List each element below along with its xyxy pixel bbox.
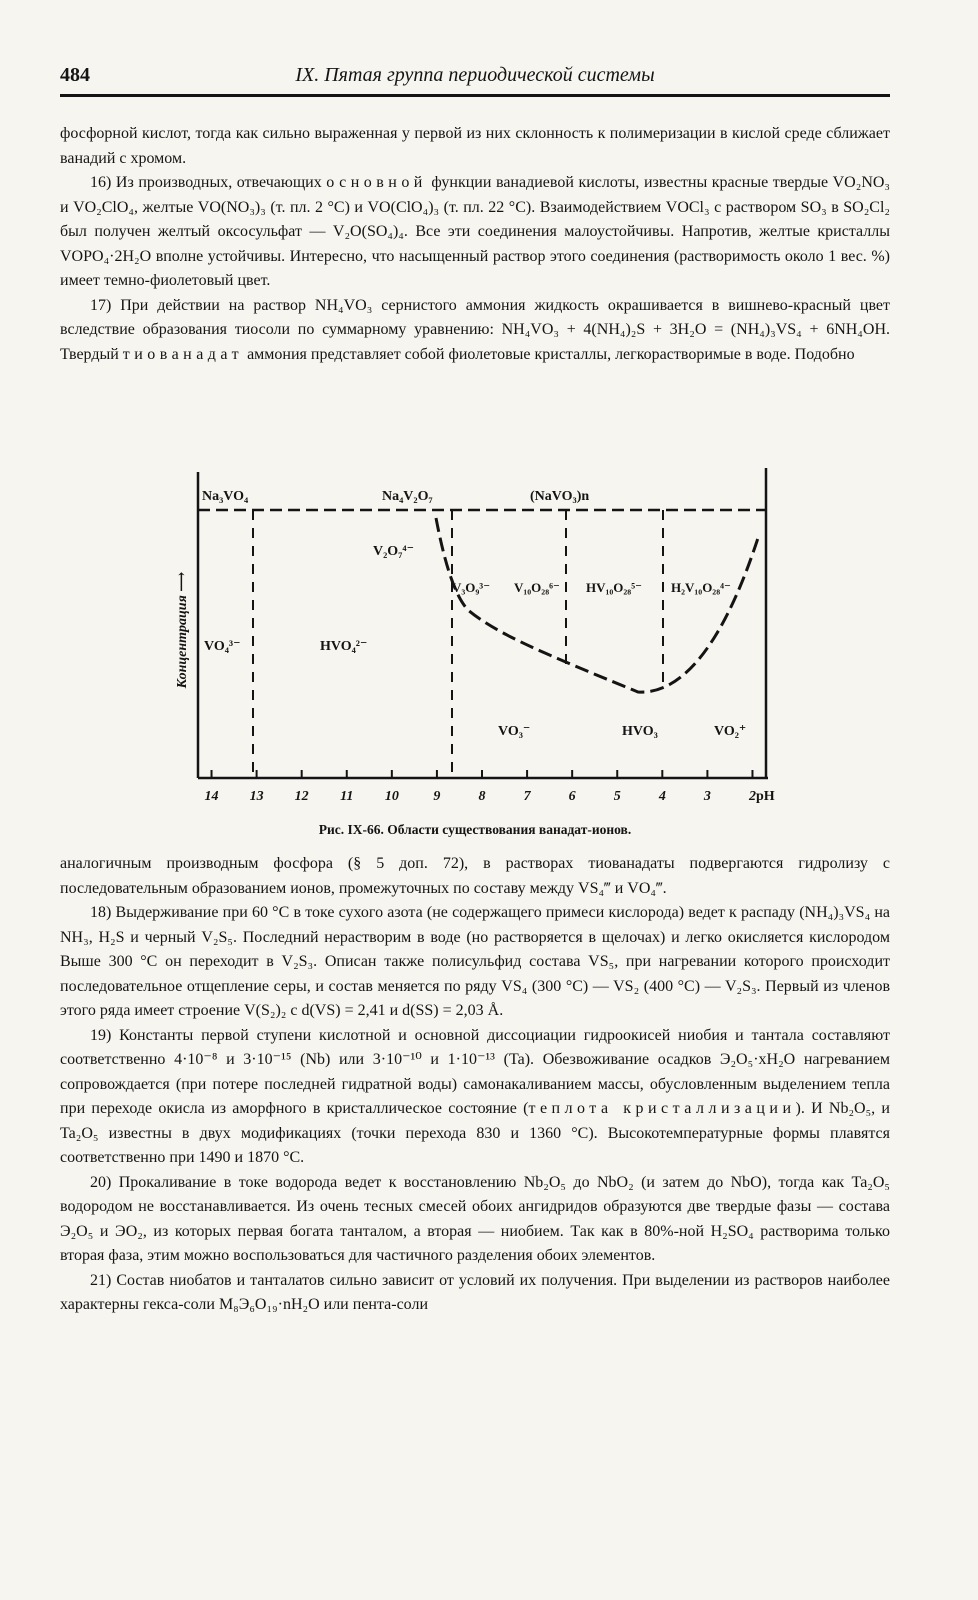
text-bottom <box>60 852 890 1318</box>
paragraph-19-start: 19) Константы первой ступени кислотной и основной диссоциации гидроокисей ниобия и тантала составляют соответственно 4·10⁻⁸ и 3·10⁻¹⁵ (Nb) или 3·10⁻¹⁰ и 1·10⁻¹³ (Ta). Обезвоживание осадков Э₂О₅·xH₂O нагреванием сопровождается (при потере последней гидратной воды) самонакаливанием массы, обусловленным выделением тепла при переходе окисла из аморфного в кристаллическое состояние ( <box>60 1026 890 1117</box>
ph-tick-label-9: 9 <box>433 789 441 804</box>
ph-tick-label-14: 14 <box>204 789 219 804</box>
paragraph-17-rest: аммония представляет собой фиолетовые кристаллы, легкорастворимые в воде. Подобно <box>247 345 855 363</box>
paragraph-17 <box>60 294 890 368</box>
label-v10o28: V₁₀O₂₈⁶⁻ <box>514 580 560 595</box>
ph-tick-label-3: 3 <box>703 789 711 804</box>
ph-tick-label-12: 12 <box>294 789 309 804</box>
paragraph-20: 20) Прокаливание в токе водорода ведет к восстановлению Nb₂O₅ до NbO₂ (и затем до NbO), тогда как Ta₂O₅ водородом не восстанавливается. Из очень тесных смесей обоих ангидридов образуются две твердые фазы — состава Э₂О₅ и ЭО₂, из которых первая богата танталом, а вторая — ниобием. Так как в 80%-ной H₂SO₄ растворима только вторая фаза, этим можно воспользоваться для частичного разделения обоих элементов. <box>60 1173 890 1264</box>
spaced-phrase-heat: теплота кристаллизации <box>528 1100 796 1117</box>
label-vo2: VO₂⁺ <box>714 724 747 739</box>
ph-tick-label-2: 2 <box>748 789 756 804</box>
label-na4v2o7: Na₄V₂O₇ <box>382 489 433 504</box>
page-number: 484 <box>60 64 90 86</box>
ph-tick-label-8: 8 <box>478 789 486 804</box>
paragraph-17-continued: аналогичным производным фосфора (§ 5 доп. 72), в растворах тиованадаты подвергаются гидролизу с последовательным образованием ионов, промежуточных по составу между VS₄‴ и VO₄‴. <box>60 855 890 897</box>
running-head: IX. Пятая группа периодической системы <box>295 64 655 86</box>
spaced-word-tiovanadat: тиованадат <box>122 345 244 363</box>
ph-tick-label-7: 7 <box>523 789 531 804</box>
ph-tick-label-13: 13 <box>249 789 264 804</box>
label-hv10o28: HV₁₀O₂₈⁵⁻ <box>586 580 642 595</box>
y-axis-label: Концентрация ⟶ <box>175 571 190 689</box>
ph-tick-label-6: 6 <box>568 789 576 804</box>
paragraph-18: 18) Выдерживание при 60 °С в токе сухого азота (не содержащего примеси кислорода) ведет к распаду (NH₄)₃VS₄ на NH₃, H₂S и черный V₂S₅. Последний нерастворим в воде (но растворяется в щелочах) и легко окисляется кислородом Выше 300 °С он переходит в V₂S₃. Описан также полисульфид состава VS₅, при нагревании которого происходит последовательное отщепление серы, и состав меняется по ряду VS₄ (300 °С) — VS₂ (400 °С) — V₂S₃. Первый из членов этого ряда имеет строение V(S₂)₂ с d(VS) = 2,41 и d(SS) = 2,03 Å. <box>60 904 890 1019</box>
paragraph-21: 21) Состав ниобатов и танталатов сильно зависит от условий их получения. При выделении из растворов наиболее характерны гекса-соли M₈Э₆O₁₉·nH₂O или пента-соли <box>60 1271 890 1313</box>
paragraph-16 <box>60 171 890 294</box>
label-vo3: VO₃⁻ <box>498 724 531 739</box>
label-v2o7: V₂O₇⁴⁻ <box>373 544 414 559</box>
paragraph-16-rest: функции ванадиевой кислоты, известны красные твердые VO₂NO₃ и VO₂ClO₄, желтые VO(NO₃)₃ (т. пл. 2 °С) и VO(ClO₄)₃ (т. пл. 22 °С). Взаимодействием VOCl₃ с раствором SO₃ в SO₂Cl₂ был получен желтый оксосульфат — V₂O(SO₄)₄. Все эти соединения малоустойчивы. Напротив, желтые кристаллы VOPO₄·2H₂O вполне устойчивы. Интересно, что насыщенный раствор этого соединения (растворимость около 1 вес. %) имеет темно-фиолетовый цвет. <box>60 174 891 289</box>
text-top <box>60 122 890 367</box>
ph-tick-label-4: 4 <box>658 789 666 804</box>
polyvanadate-boundary-curve <box>436 518 758 692</box>
label-na3vo4: Na₃VO₄ <box>202 489 249 504</box>
label-hvo3: HVO₃ <box>622 724 658 739</box>
label-v3o9: V₃O₉³⁻ <box>452 580 491 595</box>
paragraph-19 <box>60 1024 890 1171</box>
ph-tick-label-11: 11 <box>340 789 354 804</box>
label-hvo4: HVO₄²⁻ <box>320 639 368 654</box>
paragraph-17-start: 17) При действии на раствор NH₄VO₃ сернистого аммония жидкость окрашивается в вишнево-красный цвет вследствие образования тиосоли по суммарному уравнению: NH₄VO₃ + 4(NH₄)₂S + 3H₂O = (NH₄)₃VS₄ + 6NH₄OH. Твердый <box>60 296 890 363</box>
vanadate-diagram <box>168 460 788 820</box>
diagram-svg <box>168 460 788 820</box>
label-h2v10o28: H₂V₁₀O₂₈⁴⁻ <box>671 580 731 595</box>
ph-tick-label-10: 10 <box>384 789 399 804</box>
label-navo3n: (NaVO₃)n <box>530 489 590 504</box>
x-axis-unit: pH <box>756 789 775 804</box>
paragraph-intro: фосфорной кислот, тогда как сильно выраженная у первой из них склонность к полимеризации в кислой среде сближает ванадий с хромом. <box>60 125 890 167</box>
ph-tick-label-5: 5 <box>613 789 621 804</box>
page-header <box>60 62 890 97</box>
spaced-word-osnovnoy: основной <box>326 174 427 191</box>
paragraph-19-rest: ). И Nb₂O₅, и Ta₂O₅ известны в двух модификациях (точки перехода 830 и 1360 °С). Высокотемпературные формы плавятся соответственно при 1490 и 1870 °С. <box>60 1100 890 1166</box>
ph-axis-ticks <box>205 770 756 804</box>
label-vo4: VO₄³⁻ <box>204 639 241 654</box>
paragraph-16-start: 16) Из производных, отвечающих <box>90 174 322 191</box>
figure-caption: Рис. IX-66. Области существования ванадат-ионов. <box>318 822 632 837</box>
